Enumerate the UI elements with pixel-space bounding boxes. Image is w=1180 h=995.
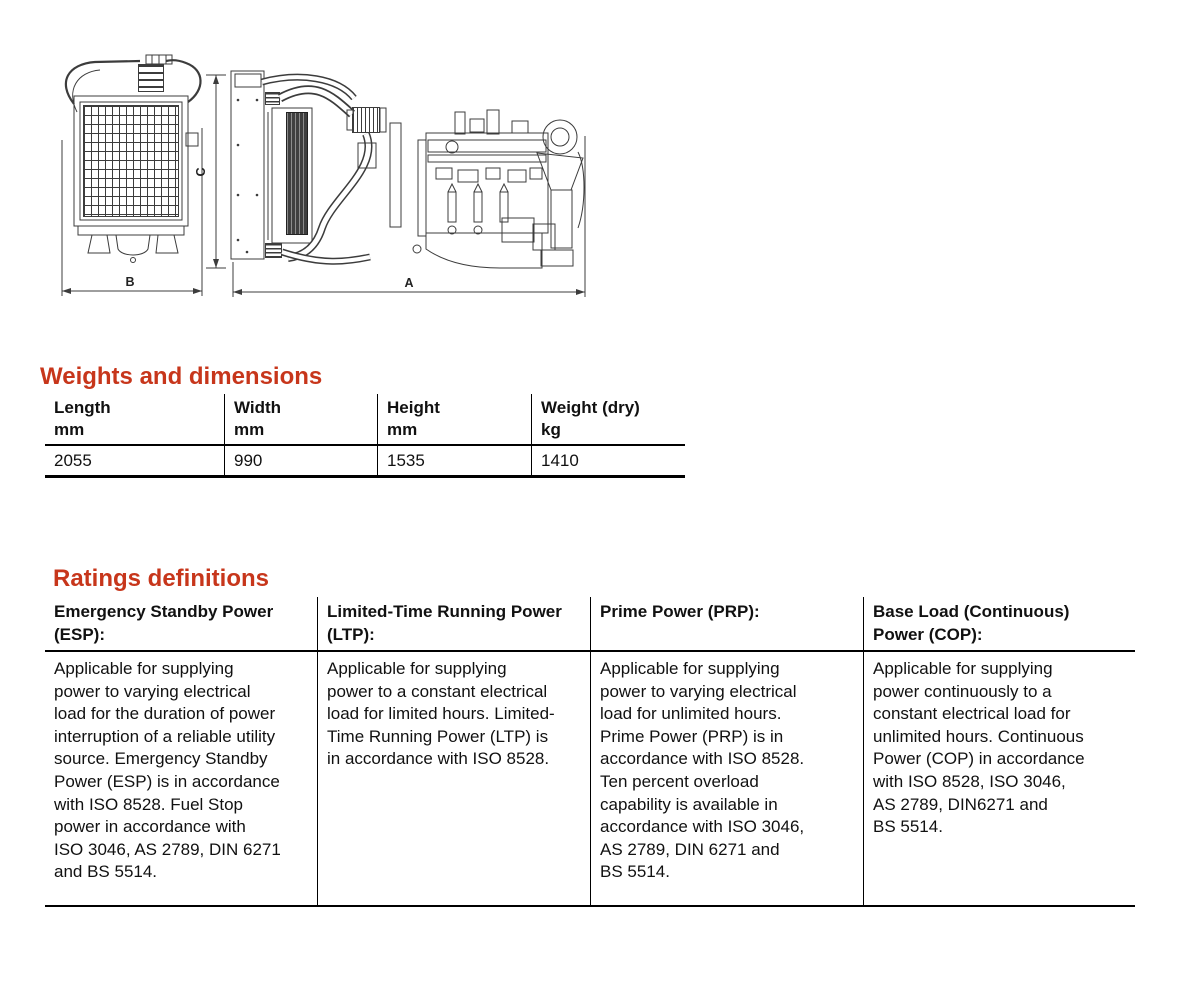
dim-label-b: B	[125, 275, 135, 289]
ratings-header-esp: Emergency Standby Power (ESP):	[45, 597, 317, 652]
dim-label-c: C	[194, 167, 208, 177]
weights-table-value-row	[45, 446, 685, 475]
side-view	[231, 71, 401, 261]
ratings-column-prp	[591, 597, 864, 905]
column-unit: mm	[387, 420, 418, 439]
column-label: Length	[54, 398, 111, 417]
column-label: Height	[387, 398, 440, 417]
ratings-column-esp	[45, 597, 318, 905]
weights-value-weight: 1410	[541, 451, 579, 470]
weights-value-length: 2055	[45, 446, 225, 475]
ratings-column-cop	[864, 597, 1135, 905]
weights-header-height	[378, 394, 532, 444]
dim-label-a: A	[404, 276, 414, 290]
ratings-body-cop: Applicable for supplying power continuously to a constant electrical load for unlimited hours. Continuous Power (COP) in accordance with ISO 8528, ISO 3046, AS 2789, DIN6271 and BS 5514.	[873, 659, 1085, 837]
ratings-header-cop: Base Load (Continuous) Power (COP):	[864, 597, 1135, 652]
column-label: Weight (dry)	[541, 398, 640, 417]
weights-section-title: Weights and dimensions	[40, 363, 323, 390]
column-unit: kg	[541, 420, 561, 439]
dimension-diagram	[0, 0, 620, 335]
weights-header-length	[45, 394, 225, 444]
weights-table-header-row	[45, 394, 685, 446]
weights-header-weight	[532, 394, 685, 444]
column-unit: mm	[234, 420, 265, 439]
ratings-column-ltp	[318, 597, 591, 905]
ratings-body-esp: Applicable for supplying power to varying electrical load for the duration of power interruption of a reliable utility source. Emergency Standby Power (ESP) is in accordance with ISO 8528. Fuel Stop power in accordance with ISO 3046, AS 2789, DIN 6271 and BS 5514.	[54, 659, 281, 882]
weights-value-height: 1535	[378, 446, 532, 475]
engine-side-view	[413, 110, 584, 268]
ratings-section-title: Ratings definitions	[53, 565, 269, 592]
bolt-dots	[237, 99, 259, 254]
weights-table	[45, 394, 685, 478]
column-label: Width	[234, 398, 282, 417]
column-unit: mm	[54, 420, 85, 439]
ratings-header-prp: Prime Power (PRP):	[591, 597, 863, 652]
ratings-table	[45, 597, 1135, 907]
weights-header-width	[225, 394, 378, 444]
ratings-header-ltp: Limited-Time Running Power (LTP):	[318, 597, 590, 652]
ratings-body-ltp: Applicable for supplying power to a constant electrical load for limited hours. Limited-Time Running Power (LTP) is in accordance with ISO 8528.	[327, 659, 555, 769]
front-view	[66, 55, 201, 263]
ratings-body-prp: Applicable for supplying power to varying electrical load for unlimited hours. Prime Power (PRP) is in accordance with ISO 8528. Ten percent overload capability is available in accordance with ISO 3046, AS 2789, DIN 6271 and BS 5514.	[600, 659, 805, 882]
technical-drawing	[0, 0, 620, 335]
weights-value-width: 990	[225, 446, 378, 475]
